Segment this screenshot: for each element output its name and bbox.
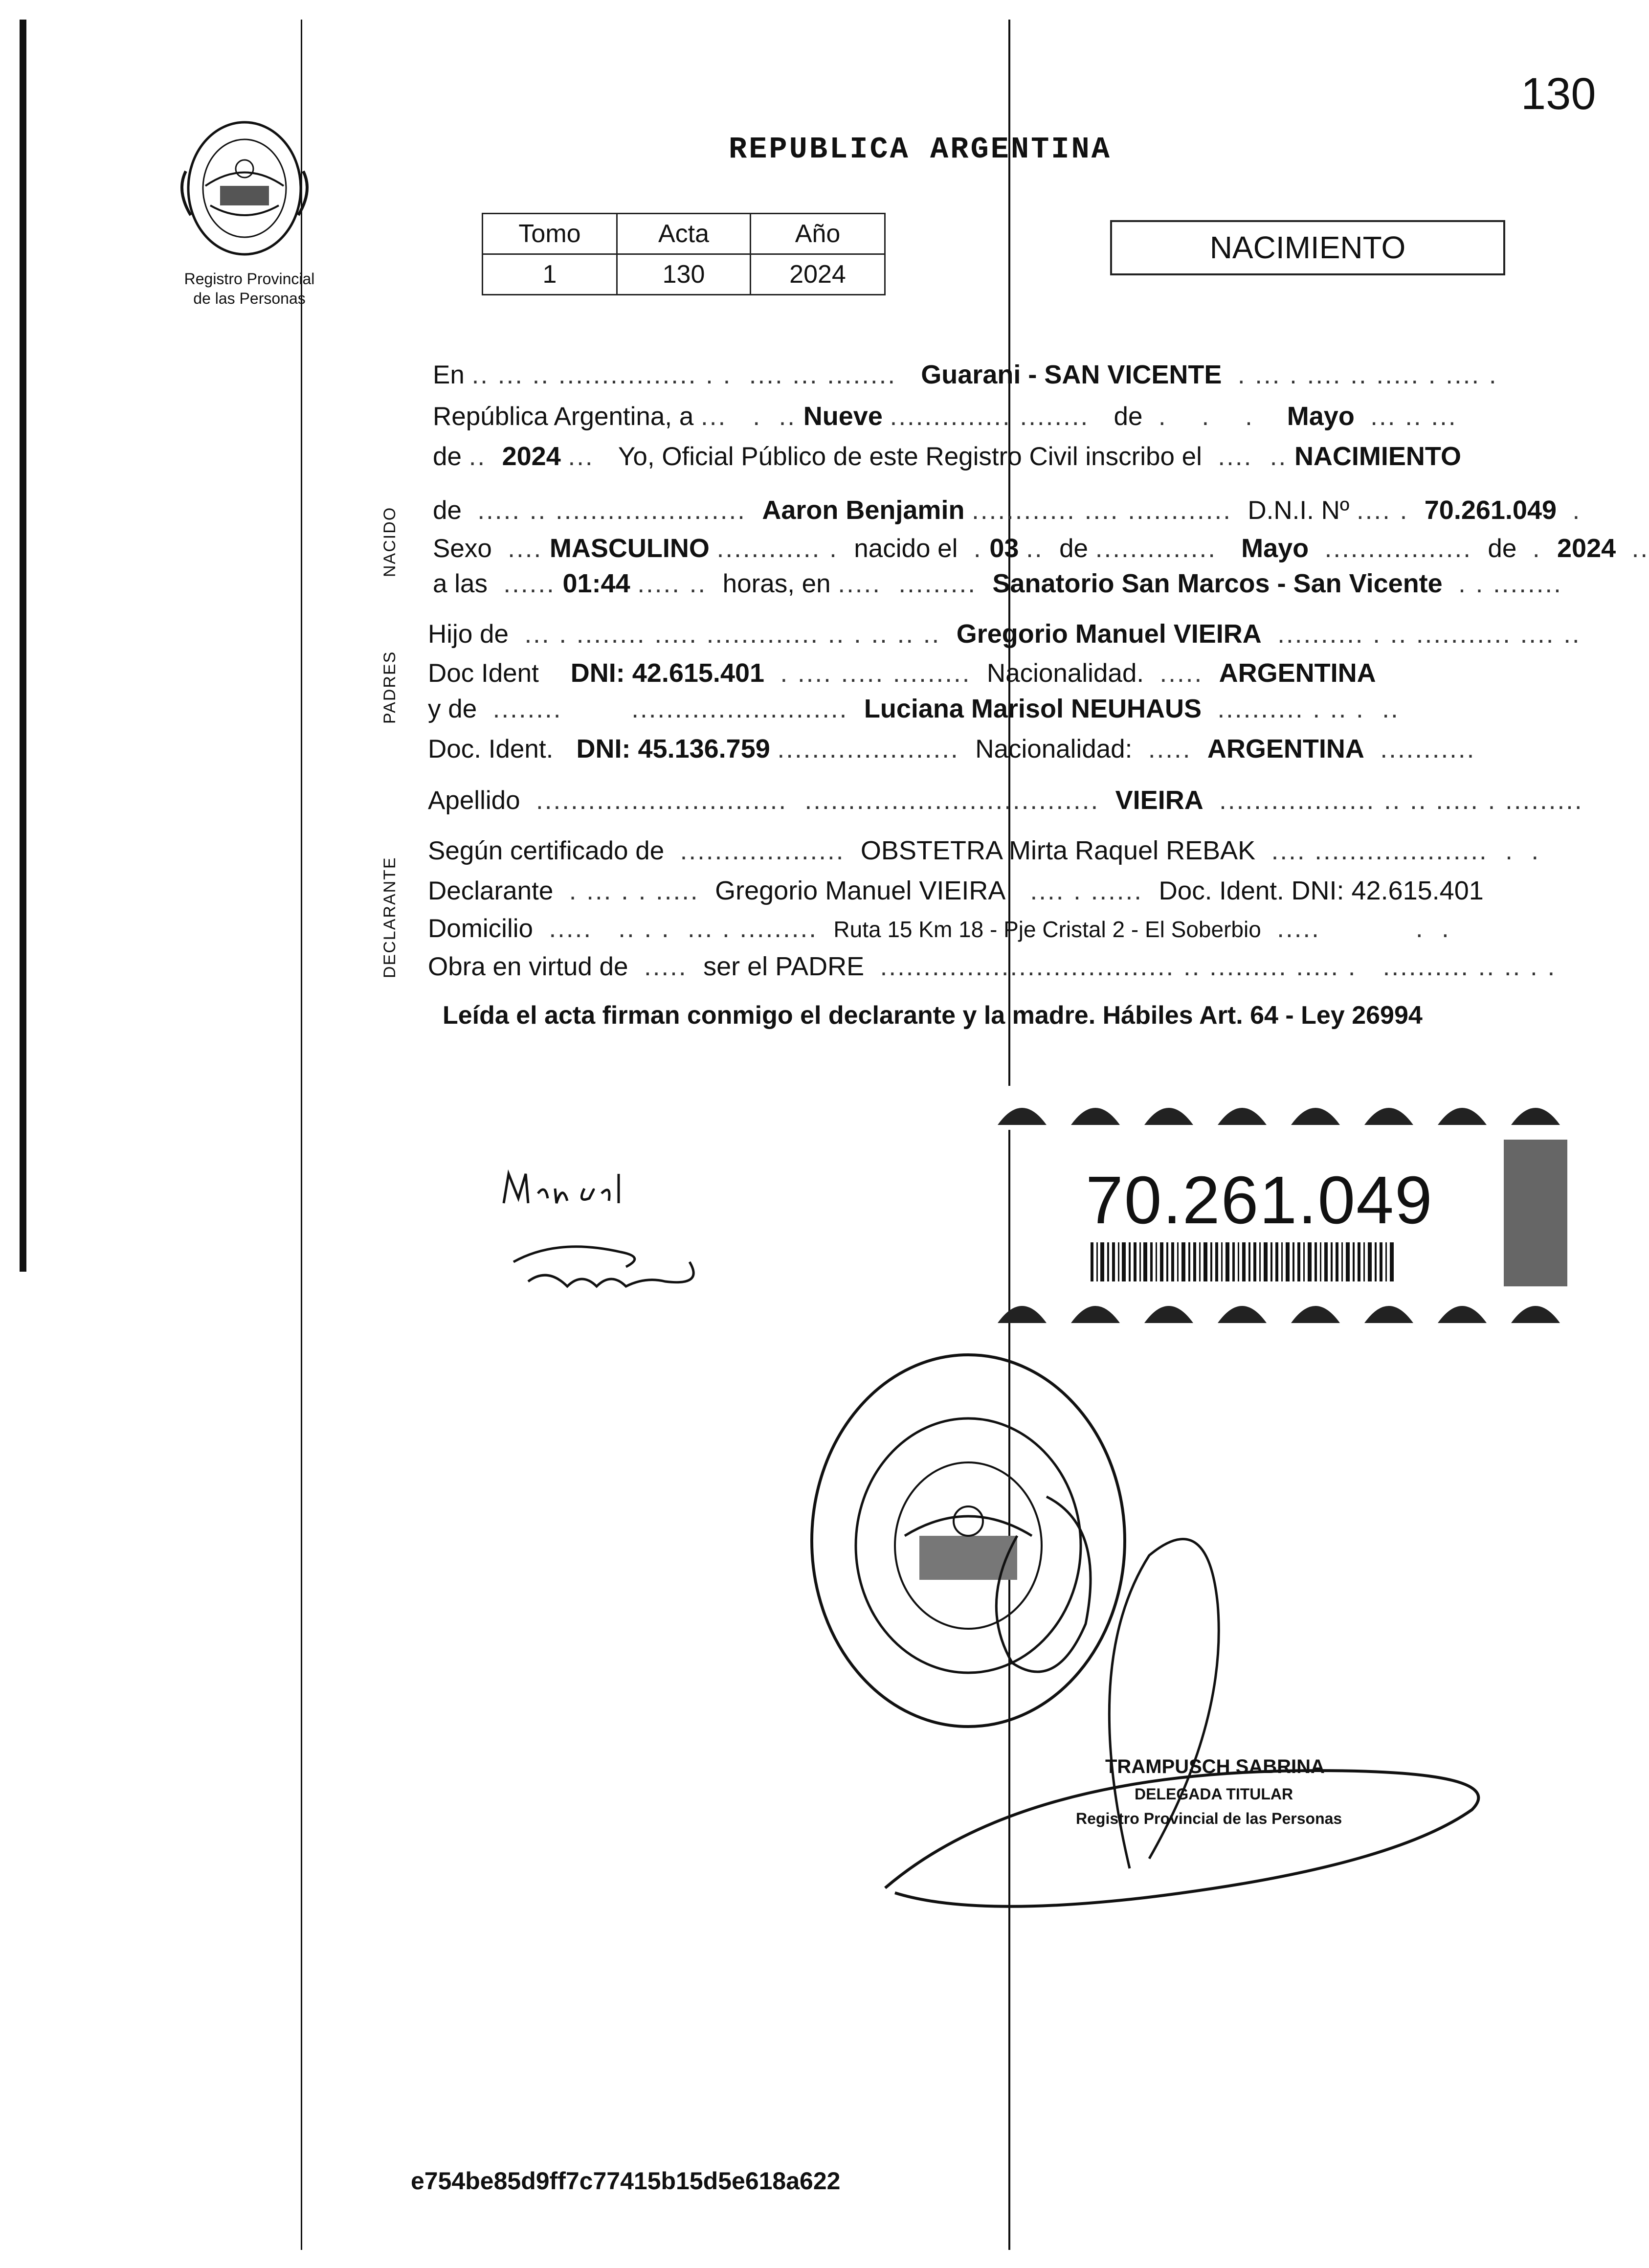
- page-title: REPUBLICA ARGENTINA: [729, 132, 1112, 167]
- doc-ident-label-3: Doc. Ident.: [1159, 876, 1284, 905]
- record-value-ano: 2024: [751, 254, 885, 295]
- official-signature: [875, 1516, 1540, 1920]
- dot-leader: .................................. .. ......... ..... . .......... .. .. . .: [871, 952, 1557, 981]
- closing-statement: Leída el acta firman conmigo el declarante y la madre. Hábiles Art. 64 - Ley 26994: [443, 1001, 1423, 1030]
- line-date: [433, 401, 1457, 431]
- child-dni-value: 70.261.049: [1424, 495, 1557, 525]
- hijo-label: Hijo de: [428, 620, 509, 649]
- dot-leader: ..... . .: [1268, 914, 1450, 943]
- document-hash: e754be85d9ff7c77415b15d5e618a622: [411, 2167, 841, 2195]
- line-time-place: [433, 568, 1562, 599]
- de-label: de: [1114, 402, 1143, 431]
- dot-leader: ...: [568, 442, 612, 471]
- line-surname: [428, 785, 1583, 815]
- certificate-value: OBSTETRA Mirta Raquel REBAK: [860, 836, 1256, 865]
- line-child-name: [433, 495, 1581, 525]
- dot-leader: . ... . .... .. ..... . .... .: [1229, 360, 1498, 389]
- dot-leader: ..... .. . . ... . .........: [540, 914, 826, 943]
- y-de-label: y de: [428, 695, 477, 723]
- id-sticker-number: 70.261.049: [1086, 1163, 1433, 1238]
- nacionalidad-label-1: Nacionalidad.: [986, 659, 1144, 688]
- dot-leader: ..: [1623, 534, 1649, 563]
- dot-leader: ..: [1026, 534, 1052, 563]
- child-name-value: Aaron Benjamin: [762, 495, 965, 525]
- nacido-label: nacido el: [854, 534, 958, 563]
- dot-leader: [546, 659, 563, 688]
- province-logo: [171, 112, 318, 264]
- dot-leader: . . .: [1150, 402, 1280, 431]
- en-label: En: [433, 360, 465, 389]
- name-de-label: de: [433, 496, 462, 525]
- republica-label: República Argentina, a: [433, 402, 694, 431]
- registry-caption-line-2: de las Personas: [193, 290, 306, 307]
- dot-leader: . . ........: [1449, 569, 1562, 598]
- line-address: [428, 914, 1450, 943]
- section-label-declarante: DECLARANTE: [380, 856, 399, 978]
- father-name-value: Gregorio Manuel VIEIRA: [956, 619, 1262, 649]
- sexo-label: Sexo: [433, 534, 492, 563]
- line-place: [433, 359, 1498, 390]
- sex-value: MASCULINO: [549, 534, 710, 563]
- mother-nationality-value: ARGENTINA: [1207, 734, 1364, 763]
- record-value-tomo: 1: [483, 254, 617, 295]
- dni-label: D.N.I. Nº: [1248, 496, 1350, 525]
- dot-leader: ..... ..: [637, 569, 715, 598]
- dot-leader: ............ .... ............: [972, 496, 1241, 525]
- dot-leader: [560, 735, 569, 763]
- official-org: Registro Provincial de las Personas: [1076, 1810, 1342, 1827]
- dot-leader: .: [965, 534, 982, 563]
- dot-leader: ........ .........................: [484, 695, 857, 723]
- record-header-tomo: Tomo: [483, 214, 617, 254]
- dot-leader: ... . ..: [701, 402, 797, 431]
- record-header-acta: Acta: [617, 214, 751, 254]
- official-signature-icon: [875, 1516, 1540, 1917]
- official-role: DELEGADA TITULAR: [1135, 1785, 1293, 1803]
- declarante-label: Declarante: [428, 876, 554, 905]
- dot-leader: ...................: [671, 836, 854, 865]
- official-name: TRAMPUSCH SABRINA: [1105, 1756, 1325, 1777]
- month-value: Mayo: [1287, 402, 1355, 431]
- declarant-value: Gregorio Manuel VIEIRA: [715, 876, 1006, 905]
- line-father: [428, 619, 1581, 649]
- line-year: [433, 441, 1461, 472]
- dot-leader: .. ... .. ................ . . .... ... ........: [471, 360, 914, 389]
- dot-leader: ............ .: [716, 534, 847, 563]
- record-value-acta: 130: [617, 254, 751, 295]
- dot-leader: .... ..: [1209, 442, 1288, 471]
- dot-leader: ..... .........: [838, 569, 985, 598]
- segun-label: Según certificado de: [428, 836, 665, 865]
- dot-leader: .... . ......: [1013, 876, 1152, 905]
- year-value: 2024: [502, 442, 561, 471]
- line-mother: [428, 694, 1400, 724]
- apellido-label: Apellido: [428, 786, 520, 815]
- mother-name-value: Luciana Marisol NEUHAUS: [864, 694, 1202, 723]
- declarant-signature: [499, 1164, 719, 1323]
- birth-de-label: de: [1059, 534, 1089, 563]
- dot-leader: ............................. ..................................: [527, 786, 1108, 815]
- section-label-nacido: NACIDO: [380, 506, 399, 577]
- year-de-label: de: [433, 442, 462, 471]
- record-table-header-row: [483, 214, 885, 254]
- dot-leader: ..: [468, 442, 495, 471]
- dot-leader: ..............: [1095, 534, 1234, 563]
- section-label-padres: PADRES: [380, 651, 399, 724]
- father-dni-value: DNI: 42.615.401: [570, 658, 765, 688]
- record-table: [482, 213, 886, 295]
- doc-ident-label-2: Doc. Ident.: [428, 735, 554, 763]
- dot-leader: .....: [635, 952, 696, 981]
- birth-time-value: 01:44: [562, 569, 630, 598]
- declarant-dni-value: DNI: 42.615.401: [1291, 876, 1484, 905]
- birth-year-de-label: de: [1488, 534, 1517, 563]
- dot-leader: .... .................... . .: [1262, 836, 1540, 865]
- address-value: Ruta 15 Km 18 - Pje Cristal 2 - El Soberbio: [833, 917, 1261, 942]
- dot-leader: ....: [499, 534, 543, 563]
- dot-leader: ... .. ...: [1361, 402, 1457, 431]
- dot-leader: .... .: [1356, 496, 1418, 525]
- province-seal-icon: [171, 112, 318, 264]
- registry-caption-line-1: Registro Provincial: [184, 270, 315, 288]
- dot-leader: .................: [1315, 534, 1481, 563]
- dot-leader: ...........: [1371, 735, 1476, 763]
- dot-leader: .: [1524, 534, 1550, 563]
- place-value: Guarani - SAN VICENTE: [921, 360, 1222, 389]
- line-declarant: [428, 876, 1484, 906]
- mother-dni-value: DNI: 45.136.759: [576, 734, 770, 763]
- birth-place-value: Sanatorio San Marcos - San Vicente: [992, 569, 1443, 598]
- line-capacity: [428, 951, 1556, 982]
- nacionalidad-label-2: Nacionalidad:: [975, 735, 1133, 763]
- dot-leader: . ... . . .....: [560, 876, 708, 905]
- doc-ident-label-1: Doc Ident: [428, 659, 539, 688]
- line-birth: [433, 533, 1649, 563]
- record-type-box: NACIMIENTO: [1110, 220, 1505, 275]
- dot-leader: ......: [494, 569, 556, 598]
- day-word-value: Nueve: [803, 402, 883, 431]
- dot-leader: .: [1563, 496, 1582, 525]
- dot-leader: ... . ........ ..... ............. .. . .. .. ..: [515, 620, 949, 649]
- line-certificate: [428, 835, 1540, 866]
- birth-day-value: 03: [989, 534, 1019, 563]
- declarant-signature-icon: [499, 1164, 719, 1321]
- registry-caption: [156, 269, 342, 308]
- obra-label: Obra en virtud de: [428, 952, 628, 981]
- line-father-doc: [428, 658, 1376, 688]
- a-las-label: a las: [433, 569, 488, 598]
- record-table-value-row: [483, 254, 885, 295]
- dot-leader: .......... . .. ........... .... ..: [1269, 620, 1581, 649]
- dot-leader: .....................: [777, 735, 968, 763]
- dot-leader: .....: [1151, 659, 1212, 688]
- dot-leader: ..... .. ......................: [468, 496, 755, 525]
- surname-value: VIEIRA: [1115, 786, 1203, 815]
- dot-leader: .................. .. .. ..... . .........: [1210, 786, 1583, 815]
- act-type-value: NACIMIENTO: [1294, 442, 1461, 471]
- horas-label: horas, en: [722, 569, 831, 598]
- dot-leader: .............. ........: [890, 402, 1107, 431]
- line-mother-doc: [428, 734, 1475, 764]
- dot-leader: . .... ..... .........: [771, 659, 980, 688]
- left-binding-bar: [20, 20, 26, 1272]
- left-margin-rule: [301, 20, 302, 2250]
- birth-year-value: 2024: [1557, 534, 1616, 563]
- dot-leader: .....: [1139, 735, 1201, 763]
- birth-month-value: Mayo: [1241, 534, 1309, 563]
- father-nationality-value: ARGENTINA: [1219, 658, 1376, 688]
- record-header-ano: Año: [751, 214, 885, 254]
- domicilio-label: Domicilio: [428, 914, 533, 943]
- oficial-text: Yo, Oficial Público de este Registro Civil inscribo el: [618, 442, 1202, 471]
- page-number: 130: [1521, 69, 1596, 119]
- dot-leader: .......... . .. . ..: [1208, 695, 1400, 723]
- capacity-value: ser el PADRE: [703, 952, 865, 981]
